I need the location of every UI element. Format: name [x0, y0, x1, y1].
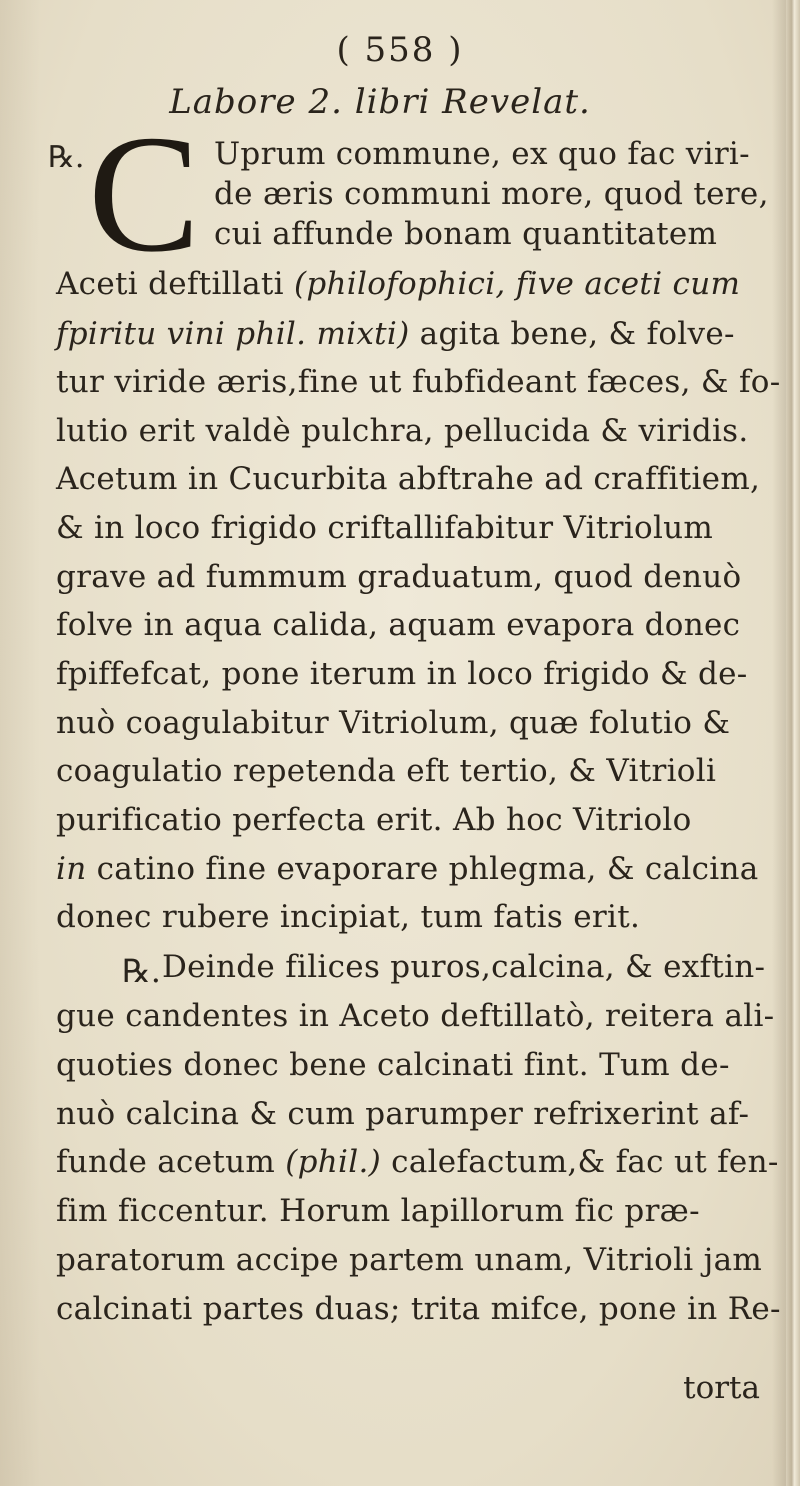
text-line — [56, 316, 735, 352]
line-text: Aceti deftillati — [56, 266, 294, 302]
line-text: nuò calcina & cum parumper refrixerint af- — [56, 1096, 750, 1132]
italic-text: fpiritu vini phil. mixti) — [56, 316, 410, 352]
text-line — [56, 998, 774, 1034]
italic-text: (philofophici, five aceti cum — [294, 266, 741, 302]
catchword: torta — [683, 1370, 760, 1406]
line-text: calefactum,& fac ut fen- — [381, 1144, 779, 1180]
text-line — [56, 266, 740, 302]
text-line — [214, 176, 769, 212]
line-text: catino fine evaporare phlegma, & calcina — [86, 851, 759, 887]
italic-text: in — [56, 851, 87, 887]
page-number: ( 558 ) — [336, 30, 464, 70]
text-line — [56, 1193, 700, 1229]
line-text: purificatio perfecta erit. Ab hoc Vitriolo — [56, 802, 692, 838]
line-text: nuò coagulabitur Vitriolum, quæ folutio & — [56, 705, 731, 741]
recipe-symbol: ℞. — [48, 140, 85, 175]
text-line — [56, 802, 692, 838]
text-line — [56, 364, 780, 400]
drop-cap: C — [88, 101, 201, 287]
text-line — [56, 1144, 779, 1180]
line-text: Uprum commune, ex quo fac viri- — [214, 136, 750, 172]
line-text: & in loco frigido criftallifabitur Vitriolum — [56, 510, 714, 546]
text-line — [56, 753, 716, 789]
text-line — [56, 899, 640, 935]
text-line — [214, 216, 717, 252]
line-text: Deinde filices puros,calcina, & exftin- — [162, 949, 766, 985]
line-text: paratorum accipe partem unam, Vitrioli jam — [56, 1242, 763, 1278]
line-text: fpiffefcat, pone iterum in loco frigido & de- — [56, 656, 748, 692]
line-text: de æris communi more, quod tere, — [214, 176, 769, 212]
line-text: grave ad fummum graduatum, quod denuò — [56, 559, 742, 595]
line-text: fim ficcentur. Horum lapillorum fic præ- — [56, 1193, 700, 1229]
recipe-symbol-2: ℞. — [122, 952, 161, 990]
line-text: donec rubere incipiat, tum fatis erit. — [56, 899, 641, 935]
text-line — [56, 656, 748, 692]
text-line — [56, 851, 759, 887]
text-line — [56, 510, 713, 546]
line-text: cui affunde bonam quantitatem — [214, 216, 718, 252]
line-text: gue candentes in Aceto deftillatò, reitera ali- — [56, 998, 775, 1034]
line-text: funde acetum — [56, 1144, 286, 1180]
line-text: folve in aqua calida, aquam evapora donec — [56, 607, 741, 643]
text-line — [56, 413, 749, 449]
text-line — [56, 1047, 730, 1083]
text-line — [56, 1242, 762, 1278]
line-text: agita bene, & folve- — [409, 316, 735, 352]
line-text: quoties donec bene calcinati fint. Tum de- — [56, 1047, 730, 1083]
line-text: tur viride æris,fine ut fubfideant fæces, & fo- — [56, 364, 781, 400]
text-line — [162, 949, 765, 985]
italic-text: (phil.) — [285, 1144, 381, 1180]
text-line — [56, 1291, 781, 1327]
text-line — [56, 559, 742, 595]
running-head: Labore 2. libri Revelat. — [169, 82, 591, 122]
text-line — [214, 136, 750, 172]
line-text: calcinati partes duas; trita mifce, pone in Re- — [56, 1291, 781, 1327]
text-line — [56, 461, 760, 497]
text-line — [56, 705, 730, 741]
text-line — [56, 1096, 749, 1132]
line-text: Acetum in Cucurbita abftrahe ad craffitiem, — [56, 461, 761, 497]
line-text: lutio erit valdè pulchra, pellucida & viridis. — [56, 413, 749, 449]
page-edge — [786, 0, 800, 1486]
line-text: coagulatio repetenda eft tertio, & Vitrioli — [56, 753, 717, 789]
text-line — [56, 607, 740, 643]
